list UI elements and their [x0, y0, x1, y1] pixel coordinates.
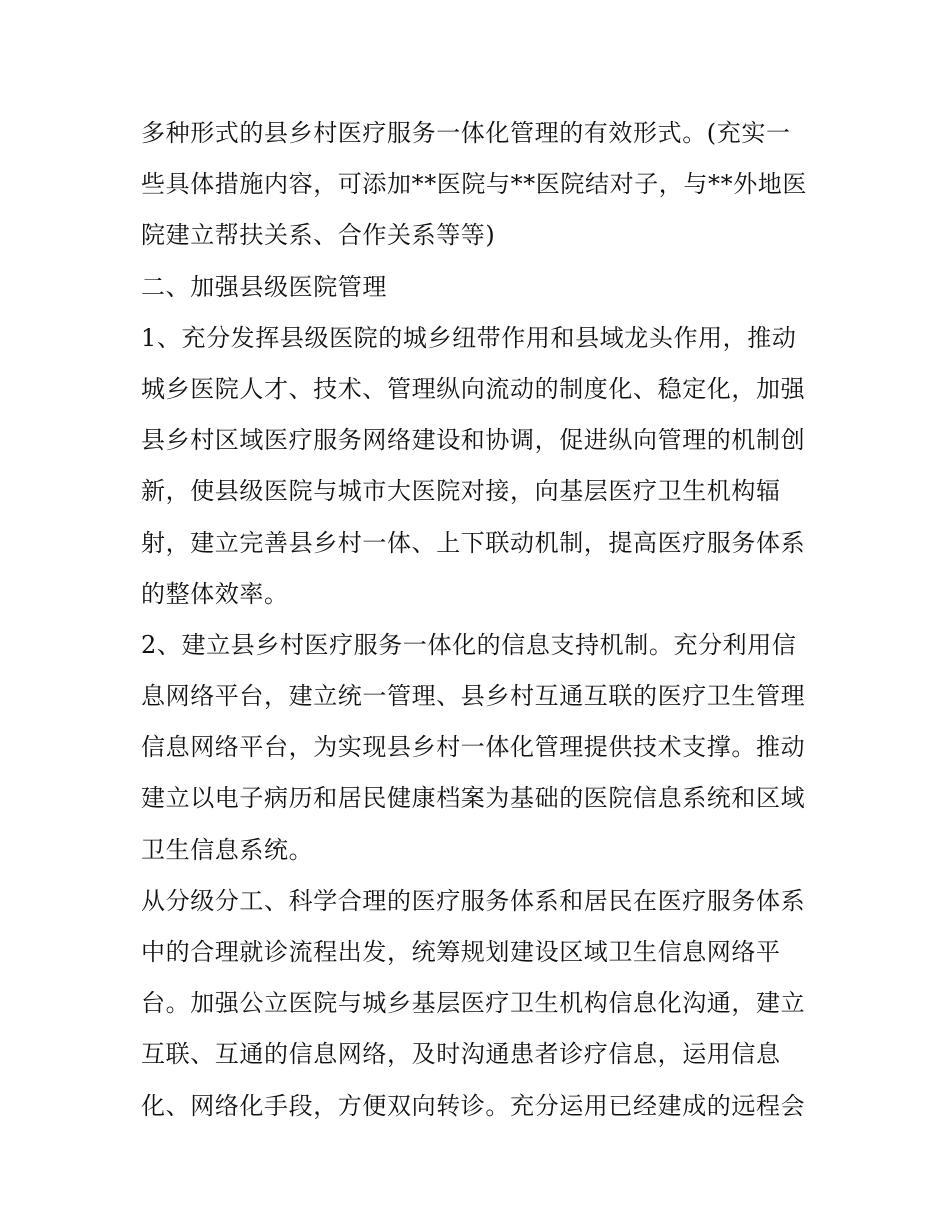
text-line: 县乡村区域医疗服务网络建设和协调，促进纵向管理的机制创 — [141, 426, 806, 455]
text-line: 城乡医院人才、技术、管理纵向流动的制度化、稳定化，加强 — [141, 374, 806, 403]
text-line: 2、建立县乡村医疗服务一体化的信息支持机制。充分利用信 — [141, 630, 797, 659]
text-line: 多种形式的县乡村医疗服务一体化管理的有效形式。(充实一 — [141, 119, 791, 147]
text-line: 射，建立完善县乡村一体、上下联动机制，提高医疗服务体系 — [141, 528, 806, 557]
text-line: 从分级分工、科学合理的医疗服务体系和居民在医疗服务体系 — [141, 886, 806, 915]
text-line: 建立以电子病历和居民健康档案为基础的医院信息系统和区域 — [141, 784, 806, 813]
section-heading: 二、加强县级医院管理 — [141, 272, 387, 301]
text-line: 台。加强公立医院与城乡基层医疗卫生机构信息化沟通，建立 — [141, 989, 806, 1018]
text-line: 息网络平台，建立统一管理、县乡村互通互联的医疗卫生管理 — [141, 682, 806, 711]
text-line: 信息网络平台，为实现县乡村一体化管理提供技术支撑。推动 — [141, 733, 806, 762]
text-line: 1、充分发挥县级医院的城乡纽带作用和县域龙头作用，推动 — [141, 323, 797, 352]
text-line: 新，使县级医院与城市大医院对接，向基层医疗卫生机构辐 — [141, 477, 781, 506]
text-line: 的整体效率。 — [141, 579, 289, 608]
text-line: 化、网络化手段，方便双向转诊。充分运用已经建成的远程会 — [141, 1091, 806, 1120]
text-line: 些具体措施内容，可添加**医院与**医院结对子，与**外地医 — [141, 170, 807, 199]
text-line: 互联、互通的信息网络，及时沟通患者诊疗信息，运用信息 — [141, 1040, 781, 1069]
document-body — [141, 108, 821, 1132]
text-line: 卫生信息系统。 — [141, 835, 314, 864]
text-line: 院建立帮扶关系、合作关系等等) — [141, 221, 496, 250]
text-line: 中的合理就诊流程出发，统筹规划建设区域卫生信息网络平 — [141, 938, 781, 966]
